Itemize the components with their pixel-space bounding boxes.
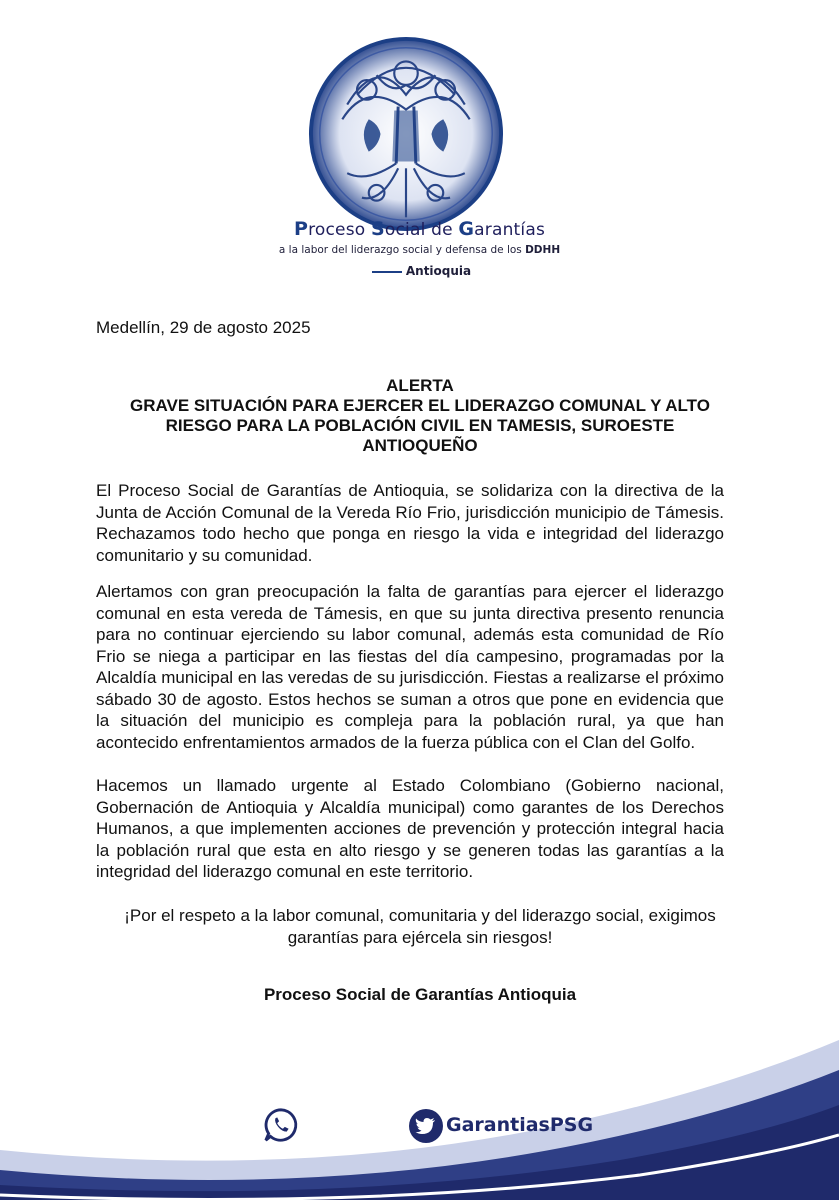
closing-line-2: garantías para ejércela sin riesgos!	[287, 927, 553, 947]
twitter-icon[interactable]	[408, 1108, 444, 1144]
alert-subheading-line-1: GRAVE SITUACIÓN PARA EJERCER EL LIDERAZGO COMUNAL Y ALTO	[130, 396, 710, 415]
alert-subheading-line-2: RIESGO PARA LA POBLACIÓN CIVIL EN TAMESIS, SUROESTE	[165, 416, 675, 435]
letter-date: Medellín, 29 de agosto 2025	[96, 318, 311, 337]
closing-line-1: ¡Por el respeto a la labor comunal, comunitaria y del liderazgo social, exigimos	[124, 906, 716, 925]
org-word-3: arantías	[474, 220, 546, 240]
signature: Proceso Social de Garantías Antioquia	[263, 985, 577, 1004]
paragraph-3: Hacemos un llamado urgente al Estado Colombiano (Gobierno nacional, Gobernación de Antioquia y Alcaldía municipal) como garantes de los Derechos Humanos, a que implementen acciones de prevención y protección integral hacia la población rural que esta en alto riesgo y se generen todas las garantías a la integridad del liderazgo comunal en este territorio.	[96, 776, 724, 881]
org-word-1: roceso	[308, 220, 371, 240]
closing-statement	[96, 905, 744, 948]
region-label: Antioquia	[405, 264, 472, 278]
tagline-text: a la labor del liderazgo social y defensa de los	[278, 244, 526, 256]
tagline-bold: DDHH	[525, 244, 561, 256]
paragraph-2: Alertamos con gran preocupación la falta de garantías para ejercer el liderazgo comunal en esta vereda de Támesis, en que su junta directiva presento renuncia para no continuar ejerciendo su labor comunal, además esta comunidad de Río Frio se niega a participar en las fiestas del día campesino, programadas por la Alcaldía municipal en las veredas de su jurisdicción. Fiestas a realizarse el próximo sábado 30 de agosto. Estos hechos se suman a otros que pone en evidencia que la situación del municipio es compleja para la población rural, ya que han acontecido enfrentamientos armados de la fuerza pública con el Clan del Golfo.	[96, 582, 724, 752]
alert-heading: ALERTA	[386, 376, 454, 395]
organization-region	[0, 264, 839, 278]
paragraph-1: El Proceso Social de Garantías de Antioquia, se solidariza con la directiva de la Junta de Acción Comunal de la Vereda Río Frio, jurisdicción municipio de Támesis. Rechazamos todo hecho que ponga en riesgo la vida e integridad del liderazgo comunitario y su comunidad.	[96, 481, 724, 565]
org-letter-g: G	[458, 218, 475, 240]
region-divider	[372, 271, 402, 273]
organization-name	[0, 218, 839, 240]
alert-subheading-line-3: ANTIOQUEÑO	[362, 436, 478, 455]
org-letter-s: S	[370, 218, 385, 240]
tree-of-life-logo	[308, 36, 504, 232]
alert-heading-block	[96, 376, 744, 456]
org-letter-p: P	[293, 218, 309, 240]
org-word-2: ocial de	[384, 220, 459, 240]
twitter-handle[interactable]: GarantiasPSG	[446, 1114, 594, 1136]
organization-tagline	[0, 244, 839, 256]
whatsapp-icon[interactable]	[262, 1106, 300, 1144]
